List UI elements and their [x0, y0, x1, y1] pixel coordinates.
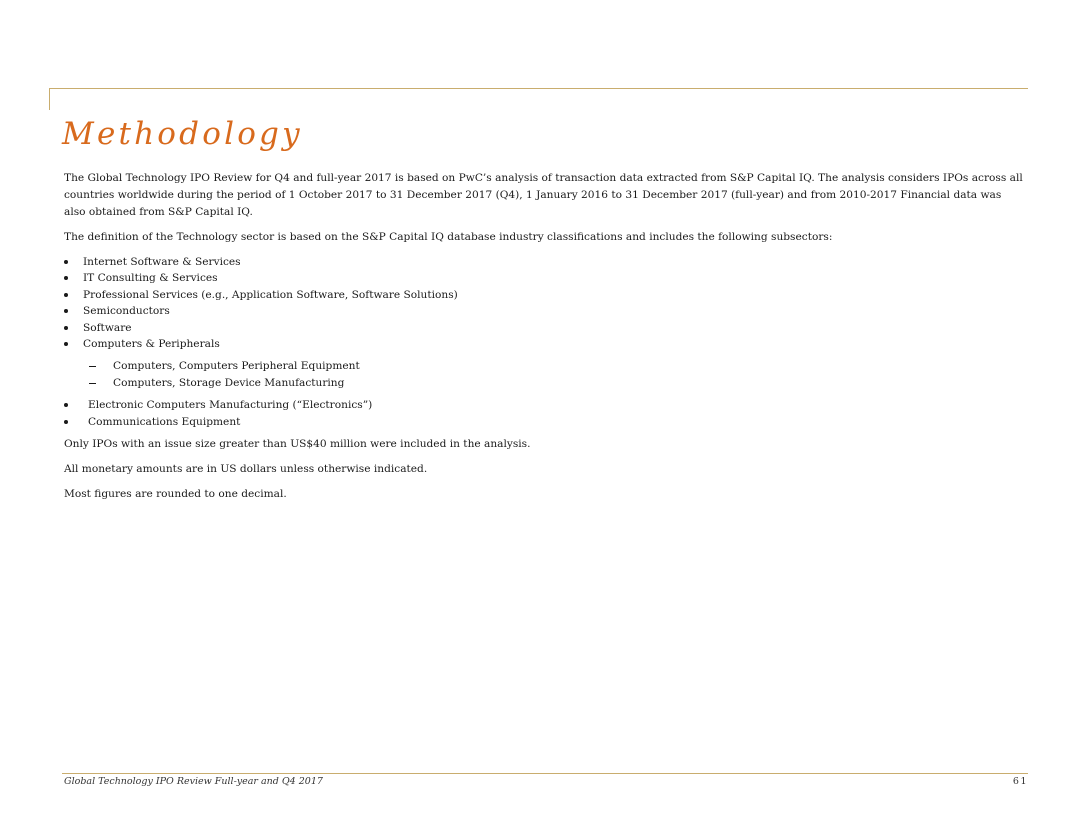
bullet-icon [64, 293, 68, 297]
list-item-label: Professional Services (e.g., Application Software, Software Solutions) [83, 288, 458, 301]
methodology-content [64, 170, 1026, 511]
rounding-note: Most figures are rounded to one decimal. [64, 487, 287, 500]
list-item [64, 320, 1026, 336]
dash-icon [89, 383, 96, 384]
list-item-label: Communications Equipment [88, 415, 241, 428]
bullet-icon [64, 403, 68, 407]
header-rule-tick [49, 88, 50, 110]
list-item [64, 287, 1026, 303]
bullet-icon [64, 326, 68, 330]
footer-rule [62, 773, 1028, 774]
bullet-icon [64, 420, 68, 424]
list-item-label: Electronic Computers Manufacturing (“Electronics”) [88, 399, 373, 412]
list-item [64, 254, 1026, 270]
sub-list-item [64, 358, 1026, 374]
subsector-list-continued [64, 397, 1026, 430]
computers-sub-list [64, 358, 1026, 391]
header-rule [50, 88, 1028, 89]
page-number: 61 [1012, 776, 1028, 787]
definition-paragraph: The definition of the Technology sector is based on the S&P Capital IQ database industry classifications and includes the following subsectors: [64, 231, 833, 243]
sub-list-item [64, 375, 1026, 391]
list-item-label: Semiconductors [83, 305, 170, 318]
sub-list-item-label: Computers, Computers Peripheral Equipment [113, 360, 360, 373]
issue-size-note: Only IPOs with an issue size greater than US$40 million were included in the analysis. [64, 437, 531, 450]
bullet-icon [64, 276, 68, 280]
list-item-label: Internet Software & Services [83, 256, 241, 268]
list-item [64, 270, 1026, 286]
subsector-list [64, 254, 1026, 352]
dash-icon [89, 366, 96, 367]
list-item [64, 397, 1026, 413]
currency-note: All monetary amounts are in US dollars unless otherwise indicated. [64, 462, 428, 475]
bullet-icon [64, 309, 68, 313]
list-item [64, 336, 1026, 352]
list-item-label: Computers & Peripherals [83, 337, 220, 350]
list-item [64, 414, 1026, 430]
bullet-icon [64, 342, 68, 346]
list-item-label: Software [83, 321, 132, 334]
list-item [64, 303, 1026, 319]
list-item-label: IT Consulting & Services [83, 272, 218, 285]
footer-text: Global Technology IPO Review Full-year and Q4 2017 [64, 776, 323, 787]
page-title: Methodology [62, 116, 303, 152]
intro-paragraph: The Global Technology IPO Review for Q4 and full-year 2017 is based on PwC’s analysis of transaction data extracted from S&P Capital IQ. The analysis considers IPOs across all countries worldwide during the period of 1 October 2017 to 31 December 2017 (Q4), 1 January 2016 to 31 December 2017 (full-year) and from 2010-2017 Financial data was also obtained from S&P Capital IQ. [64, 172, 1023, 218]
bullet-icon [64, 260, 68, 264]
sub-list-item-label: Computers, Storage Device Manufacturing [113, 376, 345, 389]
